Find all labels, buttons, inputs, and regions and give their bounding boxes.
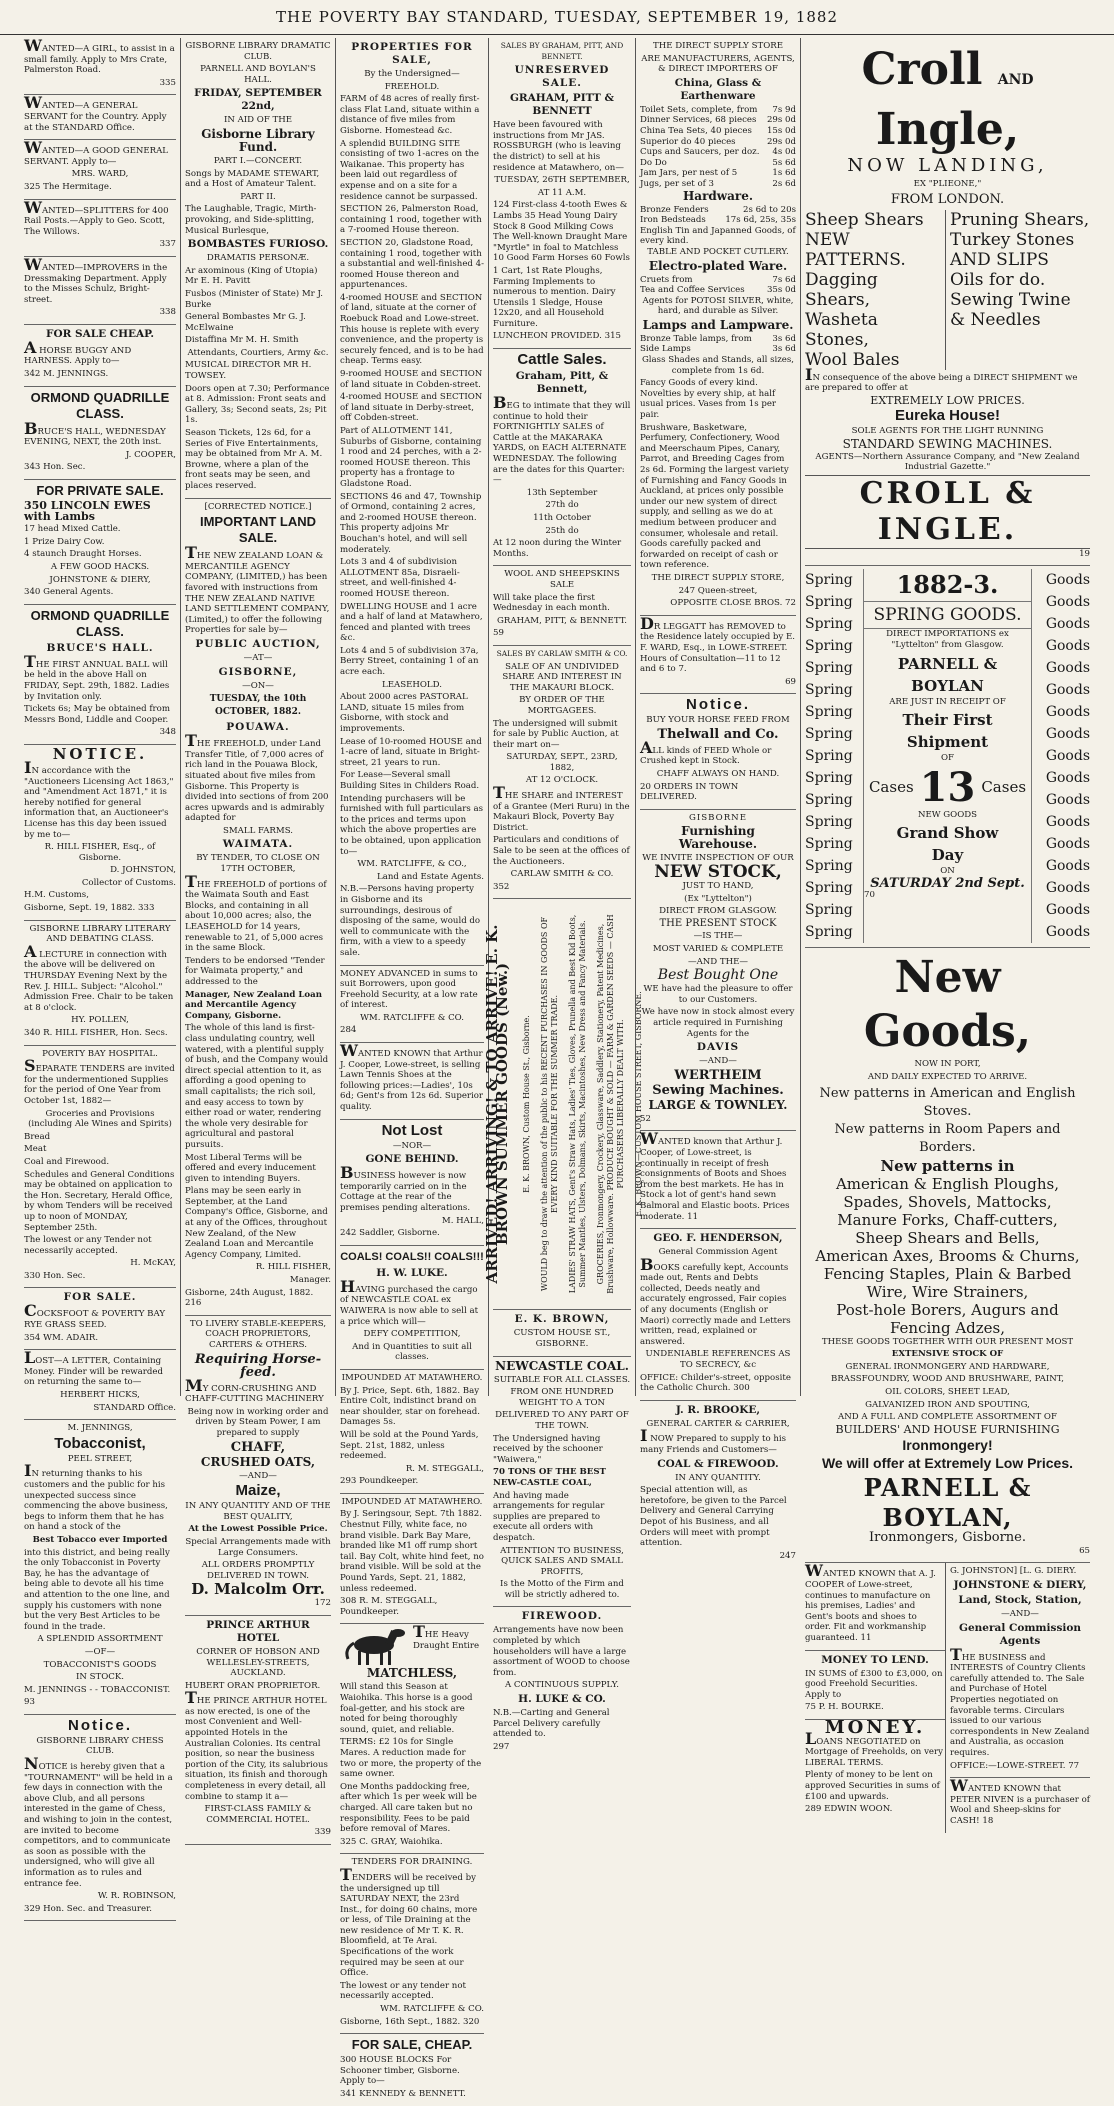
list-item: Spring [805, 924, 853, 941]
column-5 [635, 38, 800, 1561]
ad-wool-sale: WOOL AND SHEEPSKINS SALE Will take place the first Wednesday in each month. GRAHAM, PITT, & BENNETT. 59 [493, 566, 631, 646]
ad-private-sale: FOR PRIVATE SALE. 350 LINCOLN EWES with Lambs 17 head Mixed Cattle. 1 Prize Dairy Cow. 4 staunch Draught Horses. A FEW GOOD HACKS. JOHNSTONE & DIERY, 340 General Agents. [24, 480, 176, 605]
list-item: Goods [1045, 638, 1090, 655]
price-item: Superior do 40 pieces [640, 136, 736, 147]
ad-coals: COALS! COALS!! COALS!!! H. W. LUKE. HAVING purchased the cargo of NEWCASTLE COAL ex WAIWERA is now able to sell at a price which will— DEFY COMPETITION, And in Quantities to suit all classes. [340, 1246, 484, 1370]
list-item: Sewing Twine & Needles [950, 289, 1071, 330]
price-row [640, 344, 796, 355]
list-item: Spring [805, 704, 853, 721]
price-row [640, 115, 796, 126]
ad-cooper-boots: WANTED known that Arthur J. Cooper, of Lowe-street, is continually in receipt of fresh consignments of Boots and Shoes from the best markets. He has in Stock a lot of gent's hand sewn Balmoral and Elastic boots. Prices moderate. 11 [640, 1131, 796, 1229]
price-item: Cruets from [640, 274, 693, 285]
ad-sale-cheap: FOR SALE CHEAP. A HORSE BUGGY AND HARNESS. Apply to— 342 M. JENNINGS. [24, 325, 176, 387]
ad-good-servant: WANTED—A GOOD GENERAL SERVANT. Apply to— MRS. WARD, 325 The Hermitage. [24, 140, 176, 199]
ad-ek-brown: E. K. BROWN, CUSTOM HOUSE ST., GISBORNE. [493, 1310, 631, 1356]
price-value: 17s 6d, 25s, 35s [725, 215, 796, 226]
column-6 [800, 38, 1094, 1826]
ad-improvers: WANTED—IMPROVERS in the Dressmaking Department. Apply to the Misses Schulz, Bright-street. 338 [24, 257, 176, 325]
price-row [640, 215, 796, 226]
price-item: Jam Jars, per nest of 5 [640, 168, 738, 179]
list-item: Spring [805, 660, 853, 677]
ad-croll-ingle: Croll AND Ingle, NOW LANDING, EX "PLIEONE," FROM LONDON. Sheep Shears NEW PATTERNS. Dagging Shears, Washeta Stones, Wool Bales Pruning Shears, Turkey Stones AND SLIPS Oils for do. Sewing Twine & Needles IN consequence of the above being a DIRECT SHIPMENT we are prepared to offer at EXTREMELY LOW PRICES. Eureka House! SOLE AGENTS FOR THE LIGHT RUNNING STANDARD SEWING MACHINES. AGENTS—Northern Assurance Company, and "New Zealand Industrial Gazette." CROLL & INGLE. 19 [805, 38, 1090, 566]
list-item: Goods [1045, 858, 1090, 875]
list-item: Goods [1045, 814, 1090, 831]
list-item: NEW PATTERNS. [805, 229, 906, 270]
ad-impounded-2: IMPOUNDED AT MATAWHERO. By J. Seringsour, Sept. 7th 1882. Chestnut Filly, white face, no brand visible. Dark Bay Mare, branded like M1 off rump short tail. Bay Colt, white hind feet, no brand visible. Will be sold at the Pound Yards, Sept. 21, 1882, unless redeemed. 308 R. M. STEGGALL, Poundkeeper. [340, 1494, 484, 1625]
price-item: Tea and Coffee Services [640, 285, 745, 296]
column-4 [483, 38, 643, 1752]
ad-money-advanced: MONEY ADVANCED in sums to suit Borrowers, upon good Freehold Security, at a low rate of interest. WM. RATCLIFFE & CO. 284 [340, 966, 484, 1044]
price-value: 5s 6d [772, 157, 796, 168]
croll-ingle-bar: CROLL & INGLE. [805, 475, 1090, 549]
ad-matchless: THE Heavy Draught Entire MATCHLESS, Will stand this Season at Waiohika. This horse is a good foal-getter, and his stock are noted for being thoroughly sound, quiet, and reliable. TERMS: £2 10s for Single Mares. A reduction made for two or more, the property of the same owner. One Months paddocking free, after which 1s per week will be charged. All care taken but no responsibility. Fees to be paid before removal of Mares. 325 C. GRAY, Waiohika. [340, 1624, 484, 1854]
price-row [640, 168, 796, 179]
list-item: Pruning Shears, [950, 209, 1090, 230]
ad-dramatic-club: GISBORNE LIBRARY DRAMATIC CLUB. PARNELL AND BOYLAN'S HALL. FRIDAY, SEPTEMBER 22nd, IN AID OF THE Gisborne Library Fund. PART I.—CONCERT. Songs by MADAME STEWART, and a Host of Amateur Talent. PART II. The Laughable, Tragic, Mirth-provoking, and Side-splitting, Musical Burlesque, BOMBASTES FURIOSO. DRAMATIS PERSONÆ. Ar axominous (King of Utopia) Mr E. H. Pavitt Fusbos (Minister of State) Mr J. Burke General Bombastes Mr G. J. McElwaine Distaffina Mr M. H. Smith Attendants, Courtiers, Army &c. MUSICAL DIRECTOR MR H. TOWSEY. Doors open at 7.30; Performance at 8. Admission: Front seats and Gallery, 3s; Second seats, 2s; Pit 1s. Season Tickets, 12s 6d, for a Series of Five Entertainments, may be obtained from Mr A. M. Browne, where a plan of the front seats may be seen, and places reserved. [185, 38, 331, 499]
list-item: Dagging Shears, [805, 269, 878, 310]
col6-bottom [805, 1563, 1090, 1832]
list-item: Goods [1045, 726, 1090, 743]
ad-lost-letter: LOST—A LETTER, Containing Money. Finder will be rewarded on returning the same to— HERBERT HICKS, STANDARD Office. [24, 1350, 176, 1420]
price-value: 3s 6d [772, 344, 796, 355]
list-item: Spring [805, 880, 853, 897]
ad-ek-brown-rotated: ARRIVED! ARRIVING! & TO ARRIVE! E. K. BROWN SUMMER GOODS (New.) E. K. BROWN, Custom House St., Gisborne. WOULD beg to draw the attention of the public to his RECENT PURCHASES IN GOODS OF EVERY KIND SUITABLE FOR THE SUMMER TRADE. LADIES' STRAW HATS, Gent's Straw Hats, Ladies' Ties, Gloves, Prunella and Best Kid Boots, Summer Mantles, Ulsters, Dolmans, Skirts, Macintoshes, New Dress and Fancy Materials. GROCERIES, Ironmongery, Crockery, Glassware, Saddlery, Stationery, Patent Medicines, Brushware, Hollowware. PRODUCE BOUGHT & SOLD — FARM & GARDEN SEEDS — CASH PURCHASERS LIBERALLY DEALT WITH. E. K. BROWN—CUSTOM HOUSE STREET, GISBORNE. [493, 899, 631, 1310]
ad-johnstone-diery: G. JOHNSTON] [L. G. DIERY. JOHNSTONE & DIERY, Land, Stock, Station, —AND— General Commission Agents THE BUSINESS and INTERESTS of Country Clients carefully attended to. The Sale and Purchase of Hotel Properties negotiated on favorable terms. Circulars issued to our various correspondents in New Zealand and Australia, as occasion requires. OFFICE:—LOWE-STREET. 77 [950, 1563, 1090, 1778]
price-item: China Tea Sets, 40 pieces [640, 125, 752, 136]
croll-ingle-items [805, 210, 1090, 370]
ad-peter-niven: WANTED KNOWN that PETER NIVEN is a purchaser of Wool and Sheep-skins for CASH! 18 [950, 1776, 1090, 1826]
list-item: Turkey Stones [950, 229, 1075, 250]
items-left [805, 210, 945, 370]
ad-sale-cheap-blocks: FOR SALE, CHEAP. 300 HOUSE BLOCKS For Schooner timber, Gisborne. Apply to— 341 KENNEDY & BENNETT. [340, 2037, 473, 2099]
price-value: 15s 0d [766, 125, 796, 136]
ad-properties-sale: PROPERTIES FOR SALE, By the Undersigned— FREEHOLD. FARM of 48 acres of really first-class Flat Land, situate within a distance of five miles from Gisborne. Homestead &c. A splendid BUILDING SITE consisting of two 1-acres on the Waikanae. This property has been laid out regardless of expense and on a site for a residence cannot be surpassed. SECTION 26, Palmerston Road, containing 1 rood, together with a 7-roomed House thereon. SECTION 20, Gladstone Road, containing 1 rood, together with a substantial and well-finished 4-roomed House thereon and appurtenances. 4-roomed HOUSE and SECTION of land, situate at the corner of Roebuck Road and Lowe-street. This house is replete with every convenience, and the property is securely fenced, and is to be had cheap. Terms easy. 9-roomed HOUSE and SECTION of land situate in Cobden-street. 4-roomed HOUSE and SECTION of land situate in Derby-street, off Cobden-street. Part of ALLOTMENT 141, Suburbs of Gisborne, containing 1 rood and 24 perches, with a 2-roomed HOUSE thereon. This property has a frontage to Gladstone Road. SECTIONS 46 and 47, Township of Ormond, containing 2 acres, and 2-roomed HOUSE thereon. This property adjoins Mr Bouchan's hotel, and will sell moderately. Lots 3 and 4 of subdivision ALLOTMENT 85a, Disraeli-street, and well-finished 4-roomed HOUSE thereon. DWELLING HOUSE and 1 acre and a half of land at Matawhero, fenced and planted with trees &c. Lots 4 and 5 of subdivision 37a, Berry Street, containing 1 of an acre each. LEASEHOLD. About 2000 acres PASTORAL LAND, situate 15 miles from Gisborne, with stock and improvements. Lease of 10-roomed HOUSE and 1-acre of land, situate in Bright-street, 21 years to run. For Lease—Several small Building Sites in Childers Road. Intending purchasers will be furnished with full particulars as to the prices and terms upon which the above properties are to be obtained, upon application to— WM. RATCLIFFE, & CO., Land and Estate Agents. N.B.—Persons having property in Gisborne and its surroundings, desirous of disposing of the same, would do well to communicate with the firm, with a view to a speedy sale. [340, 38, 484, 966]
list-item: AND SLIPS [950, 249, 1049, 270]
price-list-lamps [640, 334, 796, 355]
ad-brooke: J. R. BROOKE, GENERAL CARTER & CARRIER, I NOW Prepared to supply to his many Friends and Customers— COAL & FIREWOOD. IN ANY QUANTITY. Special attention will, as heretofore, be given to the Parcel Delivery and General Carrying Depot of his Business, and all Orders will meet with prompt attention. 247 [640, 1403, 796, 1561]
price-row [640, 334, 796, 345]
price-item: Iron Bedsteads [640, 215, 706, 226]
price-item: Jugs, per set of 3 [640, 178, 715, 189]
price-item: Toilet Sets, complete, from [640, 104, 758, 115]
ad-newcastle-coal: NEWCASTLE COAL. SUITABLE FOR ALL CLASSES. FROM ONE HUNDRED WEIGHT TO A TON DELIVERED TO ANY PART OF THE TOWN. The Undersigned having received by the schooner "Waiwera," 70 TONS OF THE BEST NEW-CASTLE COAL, And having made arrangements for regular supplies are prepared to execute all orders with despatch. ATTENTION TO BUSINESS, QUICK SALES AND SMALL PROFITS, Is the Motto of the Firm and will be strictly adhered to. [493, 1357, 631, 1608]
list-item: Goods [1045, 616, 1090, 633]
price-row [640, 205, 796, 216]
list-item: Goods [1045, 836, 1090, 853]
ad-auctioneer-notice: NOTICE. IN accordance with the "Auctioneers Licensing Act 1863," and "Amendment Act 1871," it is hereby notified for general information that, an Auctioneer's License has this day been issued by me to— R. HILL FISHER, Esq., of Gisborne. D. JOHNSTON, Collector of Customs. H.M. Customs, Gisborne, Sept. 19, 1882. 333 [24, 745, 176, 921]
list-item: Spring [805, 726, 853, 743]
price-item: Bronze Table lamps, from [640, 333, 752, 344]
list-item: Goods [1045, 770, 1090, 787]
ad-tenders-draining: TENDERS FOR DRAINING. TENDERS will be received by the undersigned up till SATURDAY NEXT, the 23rd Inst., for doing 60 chains, more or less, of Tile Draining at the new residence of Mr T. K. R. Bloomfield, at Te Arai. Specifications of the work required may be seen at our Office. The lowest or any tender not necessarily accepted. WM. RATCLIFFE & CO. Gisborne, 16th Sept., 1882. 320 [340, 1854, 484, 2034]
ad-tennis-shoes: WANTED KNOWN that Arthur J. Cooper, Lowe-street, is selling Lawn Tennis Shoes at the following prices:—Ladies', 10s 6d; Gent's from 12s 6d. Superior quality. [340, 1043, 484, 1120]
ad-quadrille-2: ORMOND QUADRILLE CLASS. BRUCE'S HALL. THE FIRST ANNUAL BALL will be held in the above Hall on FRIDAY, Sept. 29th, 1882. Ladies by Invitation only. Tickets 6s; May be obtained from Messrs Bond, Liddle and Cooper. 348 [24, 605, 176, 745]
price-row [640, 285, 796, 296]
list-item: Spring [805, 902, 853, 919]
horse-icon [340, 1627, 410, 1667]
ad-cattle-sales: Cattle Sales. Graham, Pitt, & Bennett, BEG to intimate that they will continue to hold their FORTNIGHTLY SALES of Cattle at the MAKARAKA YARDS, on EACH ALTERNATE WEDNESDAY. The following are the dates for this Quarter:— 13th September 27th do 11th October 25th do At 12 noon during the Winter Months. [493, 349, 631, 566]
column-1 [20, 36, 180, 1914]
ad-prince-arthur-hotel: PRINCE ARTHUR HOTEL CORNER OF HOBSON AND WELLESLEY-STREETS, AUCKLAND. HUBERT ORAN PROPRIETOR. THE PRINCE ARTHUR HOTEL as now erected, is one of the most Convenient and Well-appointed Hotels in the Australian Colonies. Its central position, so near the business portion of the City, its salubrious situation, its finish and thorough completeness in every detail, all combine to stamp it a— FIRST-CLASS FAMILY & COMMERCIAL HOTEL. 339 [185, 1616, 331, 1845]
list-item: Goods [1045, 572, 1090, 589]
price-row [640, 126, 796, 137]
price-value: 29s 0d [766, 115, 796, 126]
list-item: Spring [805, 594, 853, 611]
croll-ingle-title: Croll AND Ingle, [861, 44, 1034, 155]
ad-makauri-block: SALES BY CARLAW SMITH & CO. SALE OF AN UNDIVIDED SHARE AND INTEREST IN THE MAKAURI BLOCK. BY ORDER OF THE MORTGAGEES. The undersigned will submit for sale by Public Auction, at their mart on— SATURDAY, SEPT., 23RD, 1882, AT 12 O'CLOCK. THE SHARE and INTEREST of a Grantee (Meri Ruru) in the Makauri Block, Poverty Bay District. Particulars and conditions of Sale to be seen at the offices of the Auctioneers. CARLAW SMITH & CO. 352 [493, 646, 631, 899]
price-list-china [640, 105, 796, 190]
ad-thelwall-notice: Notice. BUY YOUR HORSE FEED FROM Thelwall and Co. ALL kinds of FEED Whole or Crushed kept in Stock. CHAFF ALWAYS ON HAND. 20 ORDERS IN TOWN DELIVERED. [640, 694, 796, 810]
ad-furnishing-warehouse: GISBORNE Furnishing Warehouse. WE INVITE INSPECTION OF OUR NEW STOCK, JUST TO HAND, (Ex "Lyttelton") DIRECT FROM GLASGOW. THE PRESENT STOCK —IS THE— MOST VARIED & COMPLETE —AND THE— Best Bought One WE have had the pleasure to offer to our Customers. We have now in stock almost every article required in Furnishing Agents for the DAVIS —AND— WERTHEIM Sewing Machines. LARGE & TOWNLEY. 52 [640, 810, 796, 1132]
list-item: Goods [1045, 682, 1090, 699]
price-item: Cups and Saucers, per doz. [640, 147, 760, 158]
list-item: Spring [805, 836, 853, 853]
ad-new-goods: New Goods, NOW IN PORT, AND DAILY EXPECTED TO ARRIVE. New patterns in American and English Stoves. New patterns in Room Papers and Borders. New patterns in American & English Ploughs, Spades, Shovels, Mattocks, Manure Forks, Chaff-cutters, Sheep Shears and Bells, American Axes, Brooms & Churns, Fencing Staples, Plain & Barbed Wire, Wire Strainers, Post-hole Borers, Augurs and Fencing Adzes, THESE GOODS TOGETHER WITH OUR PRESENT MOST EXTENSIVE STOCK OF GENERAL IRONMONGERY AND HARDWARE, BRASSFOUNDRY, WOOD AND BRUSHWARE, PAINT, OIL COLORS, SHEET LEAD, GALVANIZED IRON AND SPOUTING, AND A FULL AND COMPLETE ASSORTMENT OF BUILDERS' AND HOUSE FURNISHING Ironmongery! We will offer at Extremely Low Prices. PARNELL & BOYLAN, Ironmongers, Gisborne. 65 [805, 948, 1090, 1563]
ad-wanted-girl: WANTED—A GIRL, to assist in a small family. Apply to Mrs Crate, Palmerston Road. 335 [24, 38, 176, 95]
ad-henderson: GEO. F. HENDERSON, General Commission Agent BOOKS carefully kept, Accounts made out, Rents and Debts collected, Deeds neatly and accurately engrossed, Fair copies of any documents (English or Maori) correctly made and Letters written, read, explained or answered. UNDENIABLE REFERENCES AS TO SECRECY, &c OFFICE: Childer's-street, opposite the Catholic Church. 300 [640, 1229, 796, 1401]
list-item: Sheep Shears [805, 209, 924, 230]
ad-cooper-wanted: WANTED KNOWN that A. J. COOPER of Lowe-street, continues to manufacture on his premises, Ladies' and Gent's boots and shoes to order. Fit and workmanship guaranteed. 11 [805, 1563, 945, 1650]
list-item: Goods [1045, 924, 1090, 941]
price-value: 2s 6d [772, 178, 796, 189]
price-row [640, 147, 796, 158]
ad-splitters: WANTED—SPLITTERS for 400 Rail Posts.—Apply to Geo. Scott, The Willows. 337 [24, 200, 176, 257]
column-2 [180, 38, 335, 1838]
price-row [640, 137, 796, 148]
list-item: Goods [1045, 902, 1090, 919]
list-item: Goods [1045, 792, 1090, 809]
ad-debating-class: GISBORNE LIBRARY LITERARY AND DEBATING CLASS. A LECTURE in connection with the above will be delivered on THURSDAY Evening Next by the Rev. J. HILL. Subject: "Alcohol." Admission Free. Chair to be taken at 8 o'clock. HY. POLLEN, 340 R. HILL FISHER, Hon. Secs. [24, 921, 176, 1046]
price-item: English Tin and Japanned Goods, of every kind. [640, 225, 796, 247]
price-list-hardware [640, 205, 796, 247]
price-row [640, 158, 796, 169]
ad-land-sale: [CORRECTED NOTICE.] IMPORTANT LAND SALE. THE NEW ZEALAND LOAN & MERCANTILE AGENCY COMPANY, (LIMITED,) has been favored with instructions from THE NEW ZEALAND NATIVE LAND SETTLEMENT COMPANY, (Limited,) to offer the following Properties for sale by— PUBLIC AUCTION, —AT— GISBORNE, —ON— TUESDAY, the 10th OCTOBER, 1882. POUAWA. THE FREEHOLD, under Land Transfer Title, of 7,000 acres of rich land in the Pouawa Block, situated about five miles from Gisborne. This Property is divided into sections of from 200 acres upwards and is admirably adapted for SMALL FARMS. WAIMATA. BY TENDER, TO CLOSE ON 17TH OCTOBER, THE FREEHOLD of portions of the Waimata South and East Blocks, and containing in all about 10,000 acres; also, the LEASEHOLD for 14 years, renewable to 21, of 5,000 acres in the same Block. Tenders to be endorsed "Tender for Waimata property," and addressed to the Manager, New Zealand Loan and Mercantile Agency Company, Gisborne. The whole of this land is first-class undulating country, well watered, with a plentiful supply of bush, and the Company would direct special attention to it, as affording a good opening to small capitalists; the rich soil, and easy access to town by either road or water, rendering the whole very desirable for agricultural and pastoral pursuits. Most Liberal Terms will be offered and every inducement given to intending Buyers. Plans may be seen early in September, at the Land Company's Office, Gisborne, and at any of the Offices, throughout New Zealand, of the New Zealand Loan and Mercantile Agency Company, Limited. R. HILL FISHER, Manager. Gisborne, 24th August, 1882. 216 [185, 499, 331, 1316]
ad-spring-goods [805, 566, 1090, 948]
list-item: Goods [1045, 748, 1090, 765]
price-item: Do Do [640, 157, 667, 168]
column-3 [335, 38, 488, 2099]
price-value: 7s 9d [772, 104, 796, 115]
list-item: Spring [805, 858, 853, 875]
list-item: Oils for do. [950, 269, 1046, 290]
list-item: Spring [805, 616, 853, 633]
price-value: 35s 0d [766, 285, 796, 296]
price-value: 29s 0d [766, 136, 796, 147]
list-item: Goods [1045, 660, 1090, 677]
list-item: Goods [1045, 880, 1090, 897]
list-item: Goods [1045, 594, 1090, 611]
price-value: 3s 6d [772, 333, 796, 344]
price-row [640, 105, 796, 116]
ad-tobacconist: M. JENNINGS, Tobacconist, PEEL STREET, IN returning thanks to his customers and the public for his unexpected success since commencing the above business, begs to inform them that he has on hand a stock of the Best Tobacco ever Imported into this district, and being really the only Tobacconist in Poverty Bay, he has the advantage of being able to devote all his time and attention to the one line, and supply his customers with none but the very Best Articles to be found in the trade. A SPLENDID ASSORTMENT —OF— TOBACCONIST'S GOODS IN STOCK. M. JENNINGS - - TOBACCONIST. 93 [24, 1420, 176, 1715]
ad-hospital: POVERTY BAY HOSPITAL. SEPARATE TENDERS are invited for the undermentioned Supplies for the period of One Year from October 1st, 1882— Groceries and Provisions (including Ale Wines and Spirits) Bread Meat Coal and Firewood. Schedules and General Conditions may be obtained on application to the Hon. Secretary, Herald Office, by whom Tenders will be received up to noon of MONDAY, September 25th. The lowest or any Tender not necessarily accepted. H. McKAY, 330 Hon. Sec. [24, 1046, 176, 1289]
list-item: Spring [805, 682, 853, 699]
ad-chess-club: Notice. GISBORNE LIBRARY CHESS CLUB. NOTICE is hereby given that a "TOURNAMENT" will be held in a few days in connection with the above Club, and all persons interested in the game of Chess, and wishing to join in the contest, are invited to become competitors, and to communicate as soon as possible with the undersigned, who will give all information as to rules and entrance fee. W. R. ROBINSON, 329 Hon. Sec. and Treasurer. [24, 1715, 176, 1922]
ad-direct-supply-store: THE DIRECT SUPPLY STORE ARE MANUFACTURERS, AGENTS, & DIRECT IMPORTERS OF China, Glass & Earthenware Toilet Sets, complete, from 7s 9d Dinner Services, 68 pieces 29s 0d China Tea Sets, 40 pieces 15s 0d Superior do 40 pieces 29s 0d Cups and Saucers, per doz. 4s 0d Do Do 5s 6d Jam Jars, per nest of 5 1s 6d Jugs, per set of 3 2s 6d Hardware. Bronze Fenders 2s 6d to 20s Iron Bedsteads 17s 6d, 25s, 35s English Tin and Japanned Goods, of every kind. TABLE AND POCKET CUTLERY. Electro-plated Ware. Cruets from 7s 6d Tea and Coffee Services 35s 0d Agents for POTOSI SILVER, white, hard, and durable as Silver. Lamps and Lampware. Bronze Table lamps, from 3s 6d Side Lamps 3s 6d Glass Shades and Stands, all sizes, complete from 1s 6d. Fancy Goods of every kind. Novelties by every ship, at half usual prices. Vases from 1s per pair. Brushware, Basketware, Perfumery, Confectionery, Wood and Meerschaum Pipes, Canary, Parrot, and Breeding Cages from 2s 6d. Forming the largest variety of Furnishing and Fancy Goods in Auckland, at prices only possible under our new system of direct supply, and selling as we do at medium between producer and consumer, wholesale and retail. Goods carefully packed and forwarded on receipt of cash or town reference. THE DIRECT SUPPLY STORE, 247 Queen-street, OPPOSITE CLOSE BROS. 72 [640, 38, 796, 616]
price-row [640, 179, 796, 190]
spring-center: 1882-3. SPRING GOODS. DIRECT IMPORTATIONS ex "Lyttelton" from Glasgow. PARNELL & BOYLAN ARE JUST IN RECEIPT OF Their First Shipment OF Cases 13 Cases NEW GOODS Grand Show Day ON SATURDAY 2nd Sept. 70 [863, 569, 1032, 943]
ad-general-servant: WANTED—A GENERAL SERVANT for the Country. Apply at the STANDARD Office. [24, 95, 176, 140]
goods-list [1032, 569, 1090, 943]
list-item: Goods [1045, 704, 1090, 721]
list-item: Spring [805, 748, 853, 765]
list-item: Spring [805, 770, 853, 787]
masthead: THE POVERTY BAY STANDARD, TUESDAY, SEPTEMBER 19, 1882 [0, 0, 1114, 35]
ad-for-sale-seed: FOR SALE. COCKSFOOT & POVERTY BAY RYE GRASS SEED. 354 WM. ADAIR. [24, 1288, 176, 1350]
ad-horse-feed: TO LIVERY STABLE-KEEPERS, COACH PROPRIETORS, CARTERS & OTHERS. Requiring Horse-feed. MY CORN-CRUSHING AND CHAFF-CUTTING MACHINERY Being now in working order and driven by Steam Power, I am prepared to supply CHAFF, CRUSHED OATS, —AND— Maize, IN ANY QUANTITY AND OF THE BEST QUALITY, At the Lowest Possible Price. Special Arrangements made with Large Consumers. ALL ORDERS PROMPTLY DELIVERED IN TOWN. D. Malcolm Orr. 172 [185, 1316, 331, 1616]
ad-money-to-lend: MONEY TO LEND. IN SUMS of £300 to £3,000, on good Freehold Securities. Apply to 75 P. H. BOURKE. [805, 1651, 945, 1720]
ad-unreserved-sale: SALES BY GRAHAM, PITT, AND BENNETT. UNRESERVED SALE. GRAHAM, PITT & BENNETT Have been favoured with instructions from Mr JAS. ROSSBURGH (who is leaving the district) to sell at his residence at Matawhero, on— TUESDAY, 26TH SEPTEMBER, AT 11 A.M. 124 First-class 4-tooth Ewes & Lambs 35 Head Young Dairy Stock 8 Good Milking Cows The Well-known Draught Mare "Myrtle" in foal to Matchless 10 Good Farm Horses 60 Fowls 1 Cart, 1st Rate Ploughs, Farming Implements to numerous to mention. Dairy Utensils 1 Sledge, House 12x20, and all Household Furniture. LUNCHEON PROVIDED. 315 [493, 38, 631, 349]
items-right [945, 210, 1090, 370]
price-value: 1s 6d [772, 168, 796, 179]
price-item: Bronze Fenders [640, 204, 709, 215]
list-item: Wool Bales [805, 349, 900, 370]
price-row [640, 226, 796, 247]
ad-impounded-1: IMPOUNDED AT MATAWHERO. By J. Price, Sept. 6th, 1882. Bay Entire Colt, indistinct brand on near shoulder, star on forehead. Damages 5s. Will be sold at the Pound Yards, Sept. 21st, 1882, unless redeemed. R. M. STEGGALL, 293 Poundkeeper. [340, 1370, 484, 1494]
ad-firewood: FIREWOOD. Arrangements have now been completed by which householders will have a large assortment of WOOD to choose from. A CONTINUOUS SUPPLY. H. LUKE & CO. N.B.—Carting and General Parcel Delivery carefully attended to. 297 [493, 1610, 630, 1752]
price-item: Side Lamps [640, 344, 691, 355]
price-value: 4s 0d [772, 147, 796, 158]
price-row [640, 275, 796, 286]
list-item: Spring [805, 792, 853, 809]
price-value: 2s 6d to 20s [742, 204, 796, 215]
ad-not-lost: Not Lost —NOR— GONE BEHIND. BUSINESS however is now temporarily carried on in the Cottage at the rear of the premises pending alterations. M. HALL, 242 Saddler, Gisborne. [340, 1120, 484, 1246]
spring-list [805, 569, 863, 943]
price-item: Dinner Services, 68 pieces [640, 115, 757, 126]
price-value: 7s 6d [772, 274, 796, 285]
ad-quadrille-1: ORMOND QUADRILLE CLASS. BRUCE'S HALL, WEDNESDAY EVENING, NEXT, the 20th inst. J. COOPER, 343 Hon. Sec. [24, 387, 176, 480]
list-item: Spring [805, 814, 853, 831]
ad-dr-leggatt: DR LEGGATT has REMOVED to the Residence lately occupied by E. F. WARD, Esq., in LOWE-STREET. Hours of Consultation—11 to 12 and 6 to 7. 69 [640, 616, 796, 695]
price-list-electro [640, 275, 796, 296]
ad-money: MONEY. LOANS NEGOTIATED on Mortgage of Freeholds, on very LIBERAL TERMS. Plenty of money to be lent on approved Securities in sums of £100 and upwards. 289 EDWIN WOON. [805, 1717, 943, 1815]
list-item: Spring [805, 638, 853, 655]
list-item: Washeta Stones, [805, 309, 878, 350]
list-item: Spring [805, 572, 853, 589]
